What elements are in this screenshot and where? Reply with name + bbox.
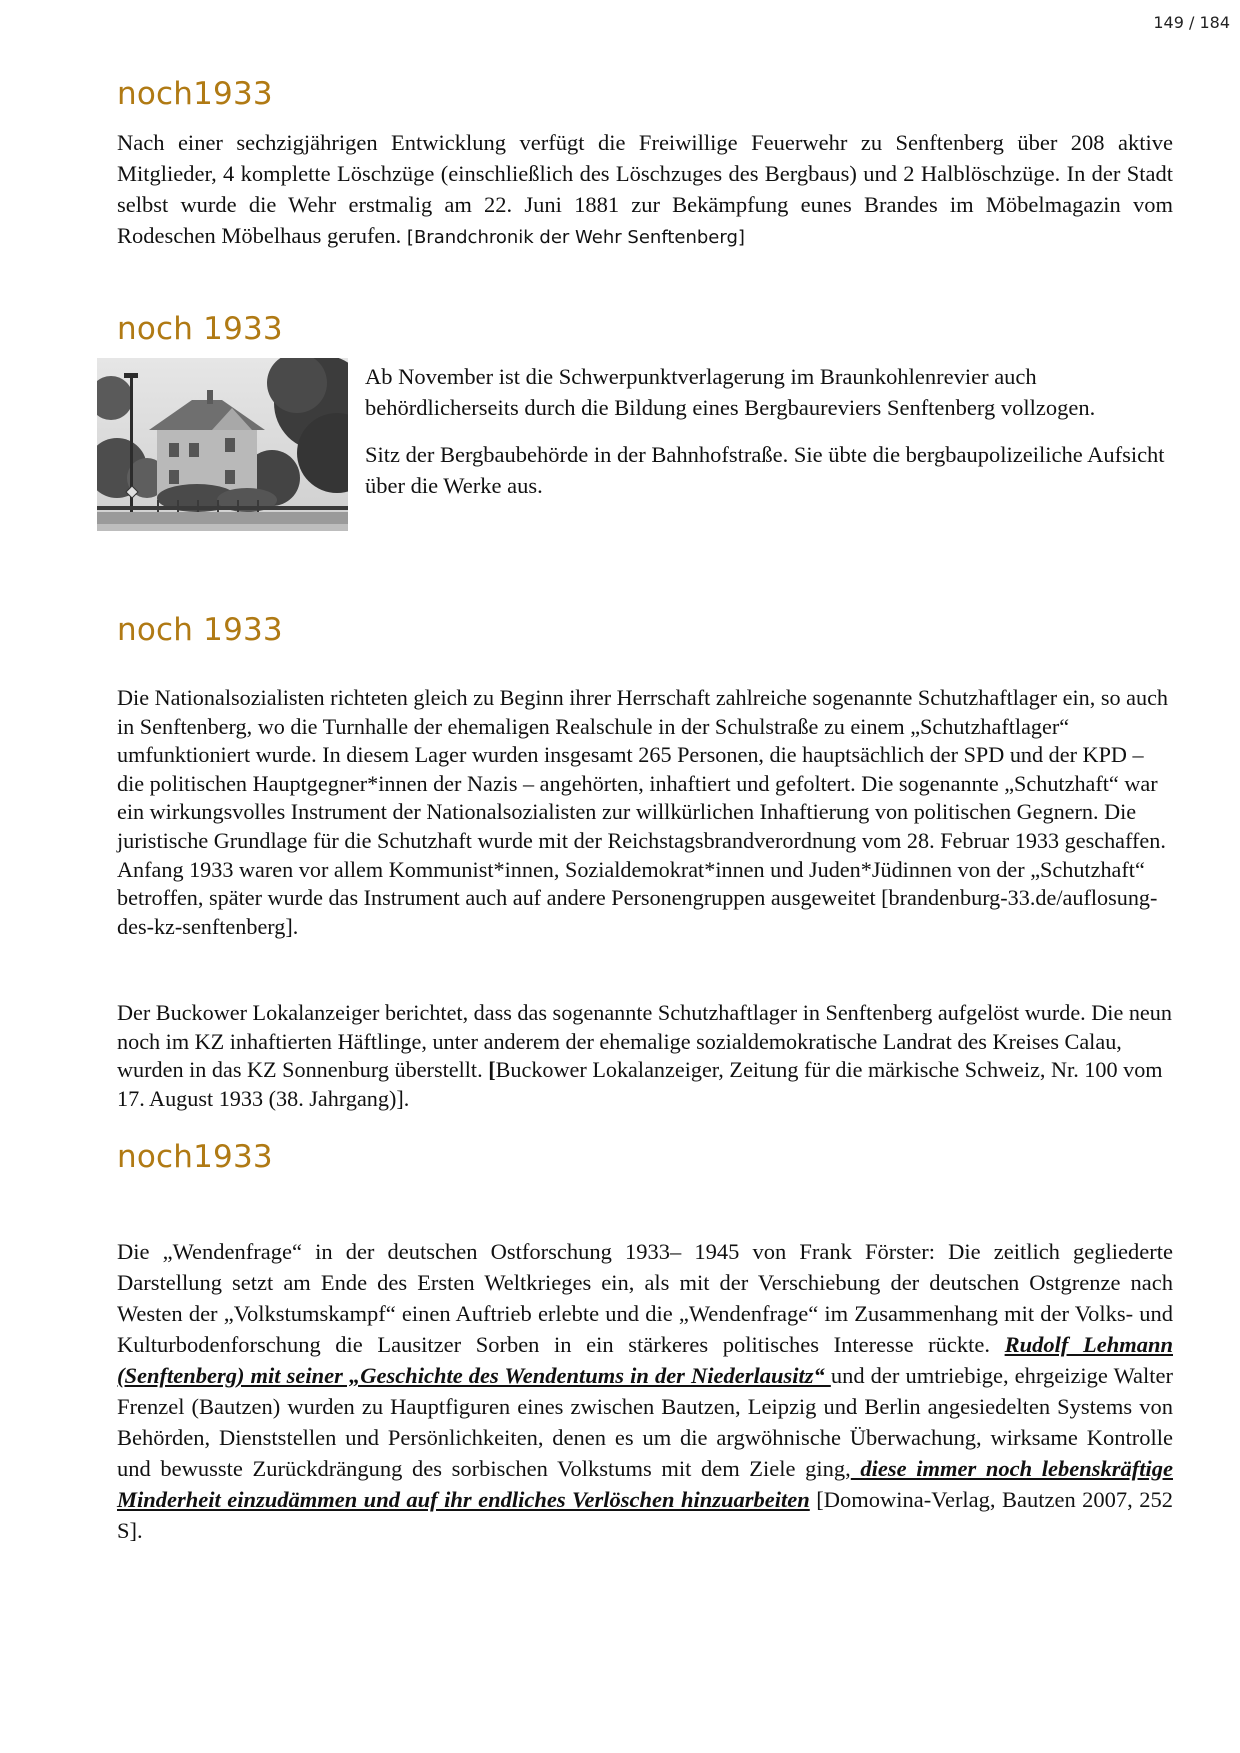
page-number: 149 / 184 bbox=[1153, 13, 1230, 32]
section-4-emphasis-b: diese immer noch lebenskräftige Minderheit einzudämmen und auf ihr endliches Verlöschen hinzuarbeiten bbox=[117, 1456, 1173, 1512]
section-3-citation: Buckower Lokalanzeiger, Zeitung für die märkische Schweiz, Nr. 100 vom 17. August 1933 (38. Jahrgang)]. bbox=[117, 1057, 1163, 1111]
section-3-paragraph-2-text: Der Buckower Lokalanzeiger berichtet, dass das sogenannte Schutzhaftlager in Senftenberg aufgelöst wurde. Die neun noch im KZ inhaftierten Häftlinge, unter anderem der ehemalige sozialdemokratische Landrat des Kreises Calau, wurden in das KZ Sonnenburg überstellt. bbox=[117, 1000, 1172, 1083]
section-1-paragraph bbox=[117, 127, 1173, 253]
section-1-citation: [Brandchronik der Wehr Senftenberg] bbox=[406, 227, 745, 248]
section-4-text-b: und der umtriebige, ehrgeizige Walter Frenzel (Bautzen) wurden zu Hauptfiguren eines zwischen Bautzen, Leipzig und Berlin angesiedelten Systems von Behörden, Dienststellen und Persönlichkeiten, denen es um die argwöhnische Überwachung, wirksame Kontrolle und bewusste Zurückdrängung des sorbischen Volkstums mit dem Ziele ging, bbox=[117, 1363, 1173, 1481]
section-2-text-1: Ab November ist die Schwerpunktverlagerung im Braunkohlenrevier auch behördlicherseits durch die Bildung eines Bergbaureviers Senftenberg vollzogen. bbox=[365, 364, 1096, 420]
section-heading-4: noch1933 bbox=[117, 1139, 273, 1175]
section-4-paragraph bbox=[117, 1236, 1173, 1546]
section-heading-3: noch 1933 bbox=[117, 612, 283, 648]
section-3-paragraph-1: Die Nationalsozialisten richteten gleich zu Beginn ihrer Herrschaft zahlreiche sogenannte Schutzhaftlager ein, so auch in Senftenberg, wo die Turnhalle der ehemaligen Realschule in der Schulstraße zu einem „Schutzhaftlager“ umfunktioniert wurde. In diesem Lager wurden insgesamt 265 Personen, die hauptsächlich der SPD und der KPD – die politischen Hauptgegner*innen der Nazis – angehörten, inhaftiert und gefoltert. Die sogenannte „Schutzhaft“ war ein wirkungsvolles Instrument der Nationalsozialisten zur willkürlichen Inhaftierung von politischen Gegnern. Die juristische Grundlage für die Schutzhaft wurde mit der Reichstagsbrandverordnung vom 28. Februar 1933 geschaffen. Anfang 1933 waren vor allem Kommunist*innen, Sozialdemokrat*innen und Juden*Jüdinnen von der „Schutzhaft“ betroffen, später wurde das Instrument auch auf andere Personengruppen ausgeweitet [brandenburg-33.de/auflosung-des-kz-senftenberg]. bbox=[117, 685, 1169, 939]
section-4-text-c: [Domowina-Verlag, Bautzen 2007, 252 S]. bbox=[117, 1487, 1173, 1543]
section-2-text-2: Sitz der Bergbaubehörde in der Bahnhofstraße. Sie übte die bergbaupolizeiliche Aufsicht über die Werke aus. bbox=[365, 442, 1165, 498]
section-4-text-a: Die „Wendenfrage“ in der deutschen Ostforschung 1933– 1945 von Frank Förster: Die zeitlich gegliederte Darstellung setzt am Ende des Ersten Weltkrieges ein, als mit der Verschiebung der deutschen Ostgrenze nach Westen der „Volkstumskampf“ einen Auftrieb erlebte und die „Wendenfrage“ im Zusammenhang mit der Volks- und Kulturbodenforschung die Lausitzer Sorben in ein stärkeres politisches Interesse rückte. bbox=[117, 1239, 1173, 1357]
section-heading-2: noch 1933 bbox=[117, 311, 283, 347]
building-photo bbox=[97, 358, 348, 531]
section-3-paragraph-2 bbox=[117, 999, 1173, 1113]
section-heading-1: noch1933 bbox=[117, 76, 273, 112]
section-4-emphasis-a: Rudolf Lehmann (Senftenberg) mit seiner „Geschichte des Wendentums in der Niederlausitz“ bbox=[117, 1332, 1173, 1388]
section-3-bracket: [ bbox=[488, 1057, 496, 1083]
section-1-text: Nach einer sechzigjährigen Entwicklung verfügt die Freiwillige Feuerwehr zu Senftenberg über 208 aktive Mitglieder, 4 komplette Löschzüge (einschließlich des Löschzuges des Bergbaus) und 2 Halblöschzüge. In der Stadt selbst wurde die Wehr erstmalig am 22. Juni 1881 zur Bekämpfung eunes Brandes im Möbelmagazin vom Rodeschen Möbelhaus gerufen. bbox=[117, 130, 1173, 248]
